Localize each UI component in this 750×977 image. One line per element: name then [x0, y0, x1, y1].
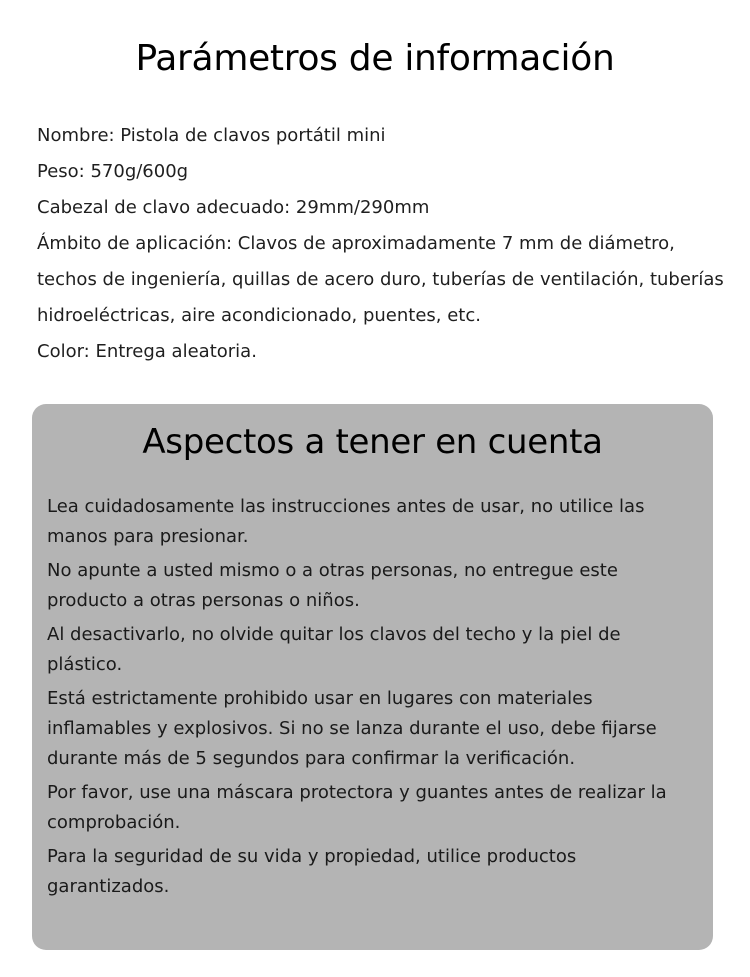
info-line-name: Nombre: Pistola de clavos portátil mini: [37, 125, 386, 146]
info-section-title: Parámetros de información: [135, 38, 615, 79]
info-line-weight: Peso: 570g/600g: [37, 161, 189, 182]
info-parameter-list: [37, 118, 740, 370]
notice-box: [32, 404, 713, 950]
notice-section-title: Aspectos a tener en cuenta: [142, 422, 603, 462]
notice-item-safety: Para la seguridad de su vida y propiedad, utilice productos garantizados.: [47, 846, 577, 897]
notice-list: [47, 492, 687, 906]
info-line-color: Color: Entrega aleatoria.: [37, 341, 257, 362]
notice-item-deactivate: Al desactivarlo, no olvide quitar los clavos del techo y la piel de plástico.: [47, 624, 621, 675]
info-line-nail-head: Cabezal de clavo adecuado: 29mm/290mm: [37, 197, 430, 218]
notice-item-protective-gear: Por favor, use una máscara protectora y guantes antes de realizar la comprobación.: [47, 782, 667, 833]
notice-item-flammable: Está estrictamente prohibido usar en lugares con materiales inflamables y explosivos. Si no se lanza durante el uso, debe fijarse durante más de 5 segundos para confirmar la verificación.: [47, 688, 657, 769]
info-line-scope: Ámbito de aplicación: Clavos de aproximadamente 7 mm de diámetro, techos de ingeniería, quillas de acero duro, tuberías de ventilación, tuberías hidroeléctricas, aire acondicionado, puentes, etc.: [37, 233, 724, 326]
notice-item-do-not-aim: No apunte a usted mismo o a otras personas, no entregue este producto a otras personas o niños.: [47, 560, 618, 611]
notice-item-instructions: Lea cuidadosamente las instrucciones antes de usar, no utilice las manos para presionar.: [47, 496, 645, 547]
